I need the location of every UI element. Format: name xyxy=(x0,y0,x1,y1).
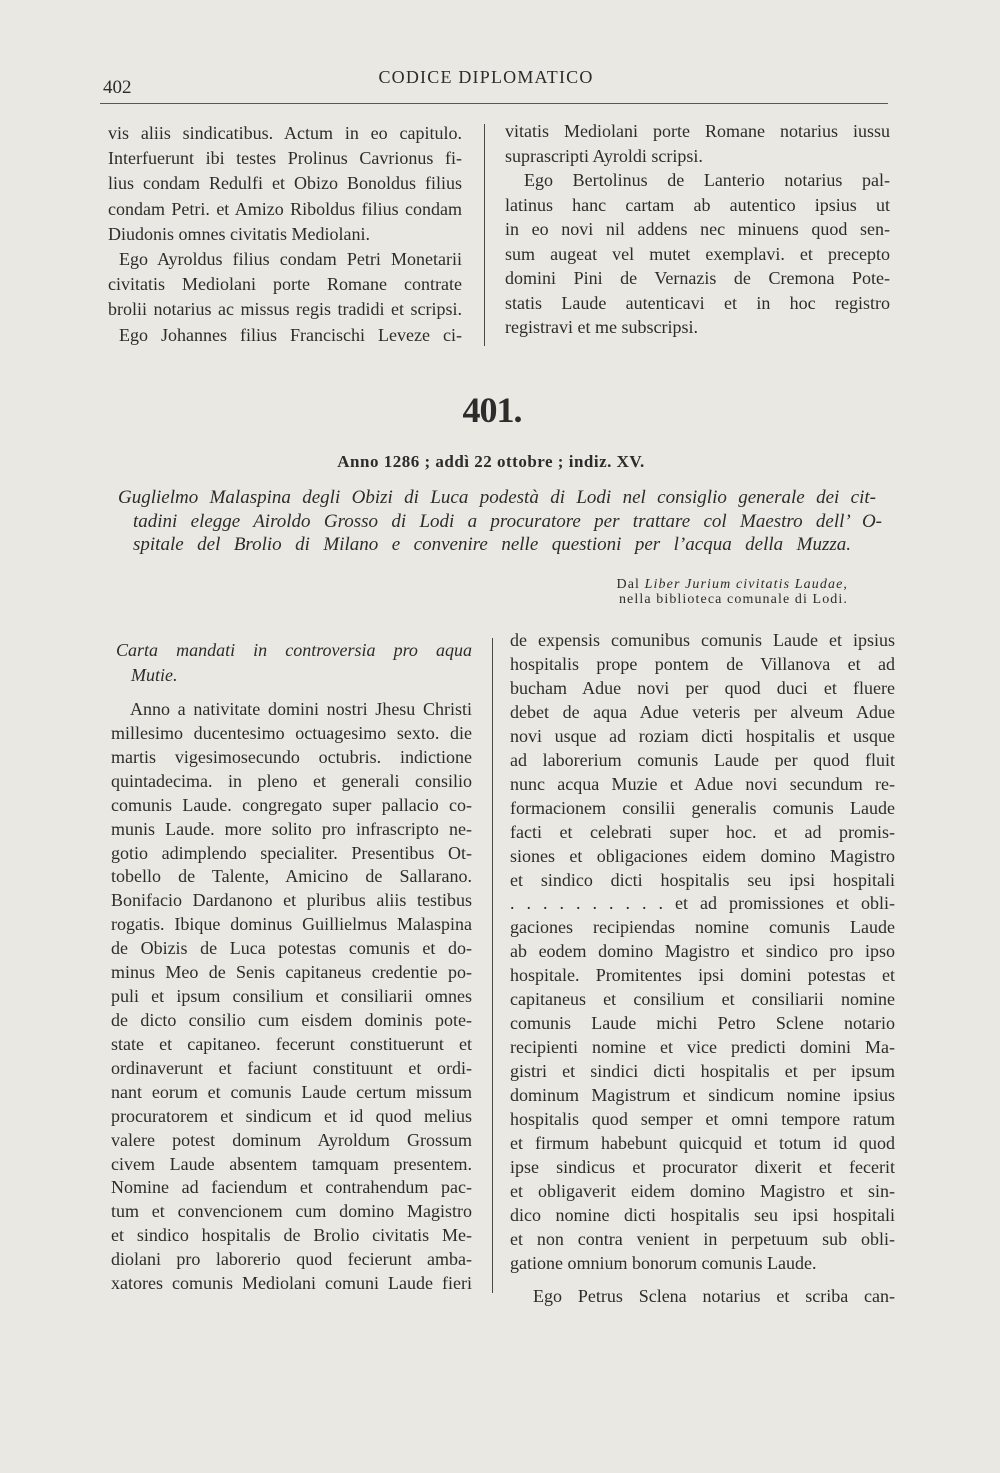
text-line: et obligaverit eidem domino Magistro et sin- xyxy=(510,1180,895,1201)
text-line: Nomine ad faciendum et contrahendum pac- xyxy=(111,1177,472,1198)
text-line: nunc acqua Muzie et Adue novi secundum re- xyxy=(510,773,895,794)
text-line: siones et obligaciones eidem domino Magistro xyxy=(510,845,895,866)
text-line: gistri et sindici dicti hospitalis et per ipsum xyxy=(510,1061,895,1082)
text-line: vis aliis sindicatibus. Actum in eo capitulo. xyxy=(108,123,462,143)
text-line: diolani pro laborerio quod fecierunt amba- xyxy=(111,1249,472,1270)
text-line: de dicto consilio cum eisdem dominis pote- xyxy=(111,1009,472,1030)
text-line: sum augeat vel mutet exemplavi. et precepto xyxy=(505,243,890,264)
source-work-title: Liber Jurium civitatis Laudae xyxy=(644,577,844,592)
text-line: Ego Johannes filius Francischi Leveze ci- xyxy=(119,324,462,345)
text-line: state et capitaneo. fecerunt constituerunt et xyxy=(111,1033,472,1054)
text-line: ipse sindicus et procurator dixerit et fecerit xyxy=(510,1156,895,1177)
text-line: dominum Magistrum et sindicum nomine ipsius xyxy=(510,1085,895,1106)
summary-line: Guglielmo Malaspina degli Obizi di Luca podestà di Lodi nel consiglio generale dei cit- xyxy=(118,487,876,508)
text-line: formacionem consilii generalis comunis Laude xyxy=(510,797,895,818)
text-line: gotio adimplendo specialiter. Presentibus Ot- xyxy=(111,842,472,863)
text-line: de Obizis de Luca potestas comunis et do- xyxy=(111,938,472,959)
text-line: et non contra venient in perpetuum sub obli- xyxy=(510,1228,895,1249)
text-line: suprascripti Ayroldi scripsi. xyxy=(505,145,703,166)
running-title: CODICE DIPLOMATICO xyxy=(378,67,594,87)
column-divider xyxy=(484,124,485,346)
document-right-column xyxy=(510,629,895,1309)
column-divider xyxy=(492,638,493,1293)
text-line: Interfuerunt ibi testes Prolinus Cavrionus fi- xyxy=(108,148,462,169)
text-line: Ego Bertolinus de Lanterio notarius pal- xyxy=(524,170,890,190)
text-line: civem Laude absentem tamquam presentem. xyxy=(111,1153,472,1174)
text-line: registravi et me subscripsi. xyxy=(505,317,698,337)
source-note xyxy=(617,577,848,593)
document-left-column xyxy=(111,698,472,1296)
source-trail: , xyxy=(843,577,848,592)
text-line: capitaneus et consilium et consiliarii nomine xyxy=(510,989,895,1010)
preceding-left-column xyxy=(108,121,462,348)
document-number: 401. xyxy=(462,390,522,430)
text-line: ad laborerium comunis Laude per quod fluit xyxy=(510,749,895,770)
title-line: Carta mandati in controversia pro aqua xyxy=(116,640,472,660)
text-line: martis vigesimosecundo octubris. indictione xyxy=(111,746,472,767)
text-line: et firmum habebunt quicquid et totum id quod xyxy=(510,1133,895,1154)
text-line: gatione omnium bonorum comunis Laude. xyxy=(510,1252,817,1273)
text-line: Anno a nativitate domini nostri Jhesu Christi xyxy=(130,699,472,719)
text-line: puli et ipsum consilium et consiliarii omnes xyxy=(111,986,472,1007)
text-line: hospitale. Promitentes ipsi domini potestas et xyxy=(510,965,895,986)
text-line: millesimo ducentesimo octuagesimo sexto. die xyxy=(111,722,472,743)
source-location: nella biblioteca comunale di Lodi. xyxy=(618,592,848,607)
text-line: hospitalis prope pontem de Villanova et ad xyxy=(510,653,895,674)
page-number: 402 xyxy=(103,77,132,98)
document-date: Anno 1286 ; addì 22 ottobre ; indiz. XV. xyxy=(337,452,645,471)
text-line: bucham Adue novi per quod duci et fluere xyxy=(510,677,895,698)
text-line: ab eodem domino Magistro et sindico pro ipso xyxy=(510,941,895,962)
text-line: vitatis Mediolani porte Romane notarius iussu xyxy=(505,121,890,141)
text-line: latinus hanc cartam ab autentico ipsius ut xyxy=(505,194,890,215)
text-line: comunis Laude michi Petro Sclene notario xyxy=(510,1013,895,1034)
text-line: munis Laude. more solito pro infrascripto ne- xyxy=(111,818,472,839)
source-lead: Dal xyxy=(616,577,641,592)
text-line: brolii notarius ac missus regis tradidi et scripsi. xyxy=(108,299,462,320)
text-line: novi usque ad roziam dicti hospitalis et usque xyxy=(510,725,895,746)
text-line: xatores comunis Mediolani comuni Laude fieri xyxy=(111,1273,472,1294)
text-line: Ego Petrus Sclena notarius et scriba can- xyxy=(533,1285,895,1306)
summary-line: tadini elegge Airoldo Grosso di Lodi a procuratore per trattare col Maestro dell’ O- xyxy=(133,511,882,532)
text-line: lius condam Redulfi et Obizo Bonoldus filius xyxy=(108,173,462,194)
text-line: de expensis comunibus comunis Laude et ipsius xyxy=(510,630,895,650)
preceding-right-column xyxy=(505,119,890,340)
text-line: statis Laude autenticavi et in hoc registro xyxy=(505,292,890,313)
text-line: quintadecima. in pleno et generali consilio xyxy=(111,770,472,791)
text-line: gaciones recipiendas nomine comunis Laude xyxy=(510,917,895,938)
text-line: Ego Ayroldus filius condam Petri Monetarii xyxy=(119,248,462,269)
text-line: et sindico hospitalis de Brolio civitatis Me- xyxy=(111,1225,472,1246)
text-line: tobello de Talente, Amicino de Sallarano. xyxy=(111,866,472,887)
text-line: nant eorum et comunis Laude certum missum xyxy=(111,1081,472,1102)
text-line: Bonifacio Dardanono et pluribus aliis testibus xyxy=(111,890,472,911)
text-line: comunis Laude. congregato super pallacio co- xyxy=(111,794,472,815)
text-line: civitatis Mediolani porte Romane contrate xyxy=(108,274,462,295)
text-line: valere potest dominum Ayroldum Grossum xyxy=(111,1129,472,1150)
text-line: debet de aqua Adue veteris per alveum Adue xyxy=(510,701,895,722)
text-line: rogatis. Ibique dominus Guillielmus Malaspina xyxy=(111,914,472,935)
text-line: condam Petri. et Amizo Riboldus filius condam xyxy=(108,198,462,219)
text-line: in eo novi nil addens nec minuens quod sen- xyxy=(505,219,890,239)
text-line: hospitalis quod semper et omni tempore ratum xyxy=(510,1109,895,1130)
text-line: procuratorem et sindicum et id quod melius xyxy=(111,1105,472,1126)
text-line: tum et convencionem cum domino Magistro xyxy=(111,1201,472,1222)
text-line: et sindico dicti hospitalis seu ipsi hospitali xyxy=(510,869,895,890)
text-line: Diudonis omnes civitatis Mediolani. xyxy=(108,223,370,244)
title-line: Mutie. xyxy=(131,665,178,685)
charter-title xyxy=(116,638,472,688)
text-line: domini Pini de Vernazis de Cremona Pote- xyxy=(505,268,890,288)
summary-line: spitale del Brolio di Milano e convenire nelle questioni per l’acqua della Muzza. xyxy=(133,534,851,555)
text-line: recipienti nomine et vice predicti domini Ma- xyxy=(510,1037,895,1058)
text-line: facti et celebrati super hoc. et ad promis- xyxy=(510,821,895,842)
text-line: . . . . . . . . . . et ad promissiones et obli- xyxy=(510,893,895,914)
text-line: minus Meo de Senis capitaneus credentie po- xyxy=(111,962,472,983)
header-rule xyxy=(100,103,888,104)
text-line: ordinaverunt et faciunt constituunt et ordi- xyxy=(111,1057,472,1078)
text-line: dico nomine dicti hospitalis seu ipsi hospitali xyxy=(510,1204,895,1225)
